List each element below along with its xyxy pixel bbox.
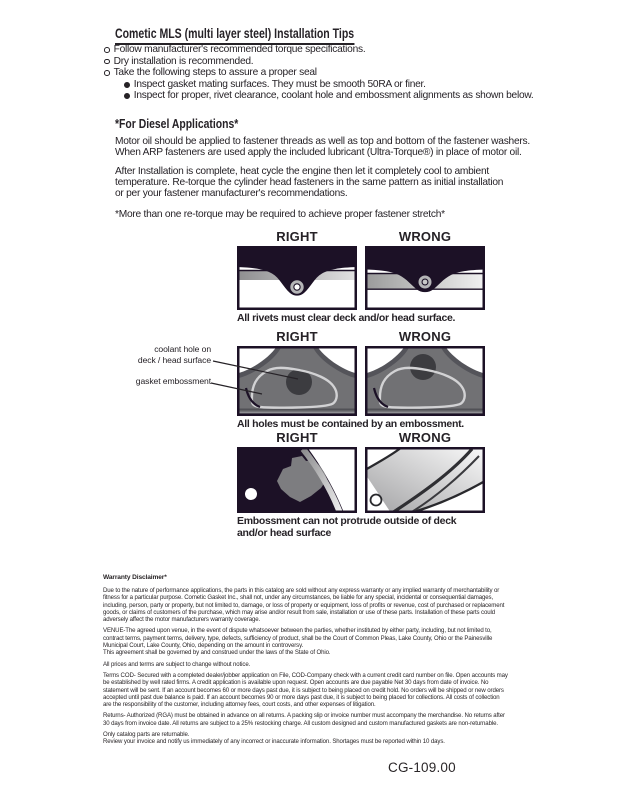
text-line: Motor oil should be applied to fastener threads as well as top and bottom of the fastener washers. [115, 136, 530, 147]
text-line: or per your fastener manufacturer's recommendations. [115, 188, 348, 199]
paragraph: Only catalog parts are returnable. Review your invoice and notify us immediately of any incorrect or inaccurate information. Shortages must be reported within 10 days. [103, 731, 445, 746]
page-title-text: Cometic MLS (multi layer steel) Installation Tips [115, 26, 354, 45]
figure-labels [237, 329, 485, 344]
figure-panels [237, 447, 485, 513]
page-code: CG-109.00 [388, 760, 456, 775]
figure-panels [237, 346, 485, 416]
open-circle-bullet-icon [104, 59, 110, 65]
paragraph: Terms COD- Secured with a completed dealer/jobber application on File, COD-Company check with a current credit card number on file. Open accounts may be established by well rated firms. A credit application is available upon request. Open accounts are due payable Net 30 days from date of invoice. No statement will be sent. If an account becomes 60 or more days past due, it is subject to being placed on credit hold. No orders will be shipped or new orders accepted until past due balance is paid. If an account becomes 90 or more days past due, it is subject to being placed for collections. All costs of collection are the responsibility of the customer, including attorney fees, court costs, and other expenses of litigation. [103, 671, 508, 709]
text-line: After Installation is complete, heat cycle the engine then let it completely cool to ambient [115, 166, 489, 177]
bolt-hole-icon [245, 488, 257, 500]
paragraph: All prices and terms are subject to change without notice. [103, 660, 251, 668]
list-item-text: Inspect gasket mating surfaces. They must be smooth 50RA or finer. [133, 78, 426, 90]
hole-embossment-wrong-diagram [365, 346, 485, 416]
wrong-label: WRONG [398, 229, 452, 244]
filled-bullet-icon [124, 82, 130, 88]
embossment-protrusion-right-diagram [237, 447, 357, 513]
figure-caption: All holes must be contained by an embossment. [237, 418, 464, 430]
list-item-text: Follow manufacturer's recommended torque specifications. [113, 44, 366, 55]
gasket-embossment-label: gasket embossment [135, 376, 211, 386]
figure-labels [237, 229, 485, 244]
paragraph [115, 209, 530, 220]
section-heading: *For Diesel Applications* [115, 116, 239, 131]
figure-caption: All rivets must clear deck and/or head surface. [237, 312, 456, 324]
text-line: temperature. Re-torque the cylinder head fasteners in the same pattern as initial installation [115, 177, 504, 188]
text-line: When ARP fasteners are used apply the included lubricant (Ultra-Torque®) in place of motor oil. [115, 147, 522, 158]
paragraph [115, 136, 530, 158]
warranty-heading: Warranty Disclaimer* [103, 574, 167, 581]
list-item-text: Dry installation is recommended. [113, 55, 254, 67]
list-item [104, 67, 534, 79]
installation-tips-list [104, 44, 534, 102]
wrong-label: WRONG [398, 430, 452, 445]
paragraph: Returns- Authorized (RGA) must be obtained in advance on all returns. A packing slip or invoice number must accompany the merchandise. No returns after 30 days from invoice date. All returns are subject to a 25% restocking charge. All custom designed and custom manufactured gaskets are non-returnable. [103, 712, 505, 727]
figure-labels [237, 430, 485, 445]
figure-rivet-clearance [237, 229, 485, 325]
list-item [124, 79, 534, 91]
list-item-text: Inspect for proper, rivet clearance, coolant hole and embossment alignments as shown below. [133, 90, 534, 101]
list-item-text: Take the following steps to assure a proper seal [113, 67, 317, 78]
diesel-applications-section [115, 116, 530, 228]
list-item [104, 44, 534, 56]
rivet-clearance-right-diagram [237, 246, 357, 310]
open-circle-bullet-icon [104, 47, 110, 53]
right-label: RIGHT [276, 229, 318, 244]
figure-embossment-protrusion [237, 430, 485, 539]
page-title [115, 25, 422, 45]
filled-bullet-icon [124, 93, 130, 99]
text-line: *More than one re-torque may be required to achieve proper fastener stretch* [115, 209, 445, 220]
right-label: RIGHT [276, 329, 318, 344]
figure-panels [237, 246, 485, 310]
warranty-disclaimer-section [103, 574, 523, 750]
figure-hole-embossment [237, 329, 485, 431]
rivet-clearance-wrong-diagram [365, 246, 485, 310]
list-item [104, 56, 534, 68]
paragraph: VENUE-The agreed upon venue, in the event of dispute whatsoever between the parties, whether instituted by either party, including, but not limited to, contract terms, payment terms, delivery, type, defects, sufficiency of product, shall be the Court of Common Pleas, Lake County, Ohio or the Painesville Municipal Court, Lake County, Ohio, depending on the amount in controversy. This agreement shall be governed by and construed under the laws of the State of Ohio. [103, 627, 493, 657]
right-label: RIGHT [276, 430, 318, 445]
embossment-protrusion-wrong-diagram [365, 447, 485, 513]
paragraph: Due to the nature of performance applications, the parts in this catalog are sold without any express warranty or any implied warranty of merchantability or fitness for a particular purpose. Cometic Gasket Inc., shall not, under any circumstances, be liable for any special, incidental or consequential damages, including, person, party or property, but not limited to, damage, or loss of property or equipment, loss of profits or revenue, cost of purchased or replacement goods, or claims of customers of the purchase, which may arise and/or result from sale, installation or use of these parts. Installation of these parts could adversely affect the motor manufacturers warranty coverage. [103, 587, 505, 624]
list-item [124, 90, 534, 102]
paragraph [115, 166, 530, 199]
coolant-hole-label: coolant hole on deck / head surface [137, 344, 211, 365]
wrong-label: WRONG [398, 329, 452, 344]
hole-embossment-right-diagram [237, 346, 357, 416]
figure-caption: Embossment can not protrude outside of deck and/or head surface [237, 515, 457, 539]
open-circle-bullet-icon [104, 70, 110, 76]
bolt-hole-icon [371, 495, 382, 506]
